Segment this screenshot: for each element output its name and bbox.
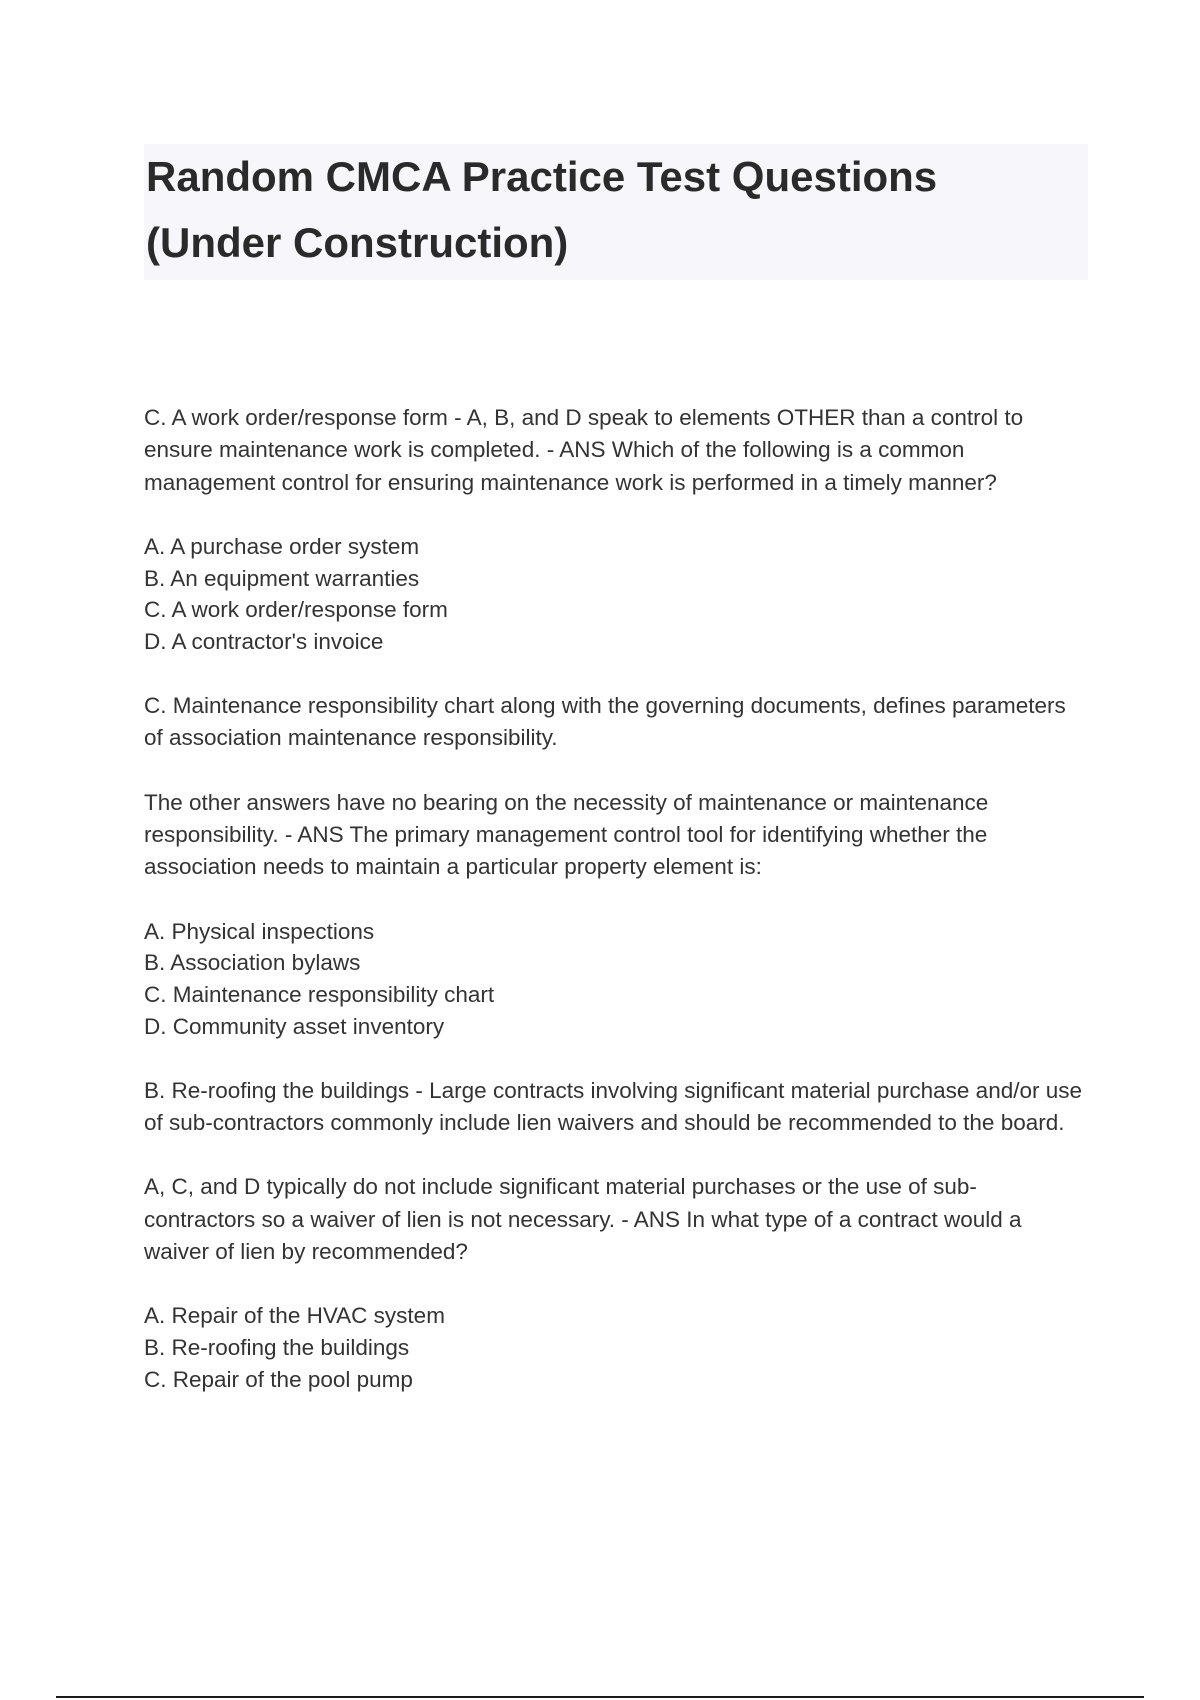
question-text: A, C, and D typically do not include significant material purchases or the use of sub-contractors so a waiver of lien is not necessary. - ANS In what type of a contract would a waiver of lien by recommended? [144,1174,1022,1264]
question-block-2 [144,690,1084,1043]
option-list [144,916,1084,1043]
question-text: The other answers have no bearing on the necessity of maintenance or maintenance responsibility. - ANS The primary management control tool for identifying whether the association needs to maintain a particular property element is: [144,789,989,880]
option-item: C. Repair of the pool pump [144,1366,413,1392]
option-item: C. Maintenance responsibility chart [144,982,495,1008]
option-item: A. Repair of the HVAC system [144,1303,445,1329]
option-item: D. Community asset inventory [144,1013,445,1039]
option-list [144,531,1084,658]
option-item: C. A work order/response form [144,597,448,623]
option-item: B. An equipment warranties [144,565,420,591]
title-line-1: Random CMCA Practice Test Questions [146,153,938,200]
option-list [144,1300,1084,1395]
option-item: A. Physical inspections [144,918,375,944]
document-title [144,144,1088,280]
answer-explanation: C. Maintenance responsibility chart along with the governing documents, defines parameters of association maintenance responsibility. [144,693,1066,751]
question-block-3 [144,1075,1084,1396]
title-line-2: (Under Construction) [146,219,569,266]
question-block-1 [144,402,1084,658]
option-item: B. Re-roofing the buildings [144,1335,410,1361]
footer-divider [56,1696,1144,1698]
answer-explanation: C. A work order/response form - A, B, and D speak to elements OTHER than a control to ensure maintenance work is completed. - ANS Which of the following is a common management control for ensuring maintenance work is performed in a timely manner? [144,405,1024,495]
option-item: B. Association bylaws [144,950,361,976]
document-body [144,402,1084,1396]
option-item: D. A contractor's invoice [144,629,384,655]
option-item: A. A purchase order system [144,533,420,559]
answer-explanation: B. Re-roofing the buildings - Large contracts involving significant material purchase and/or use of sub-contractors commonly include lien waivers and should be recommended to the board. [144,1077,1083,1136]
